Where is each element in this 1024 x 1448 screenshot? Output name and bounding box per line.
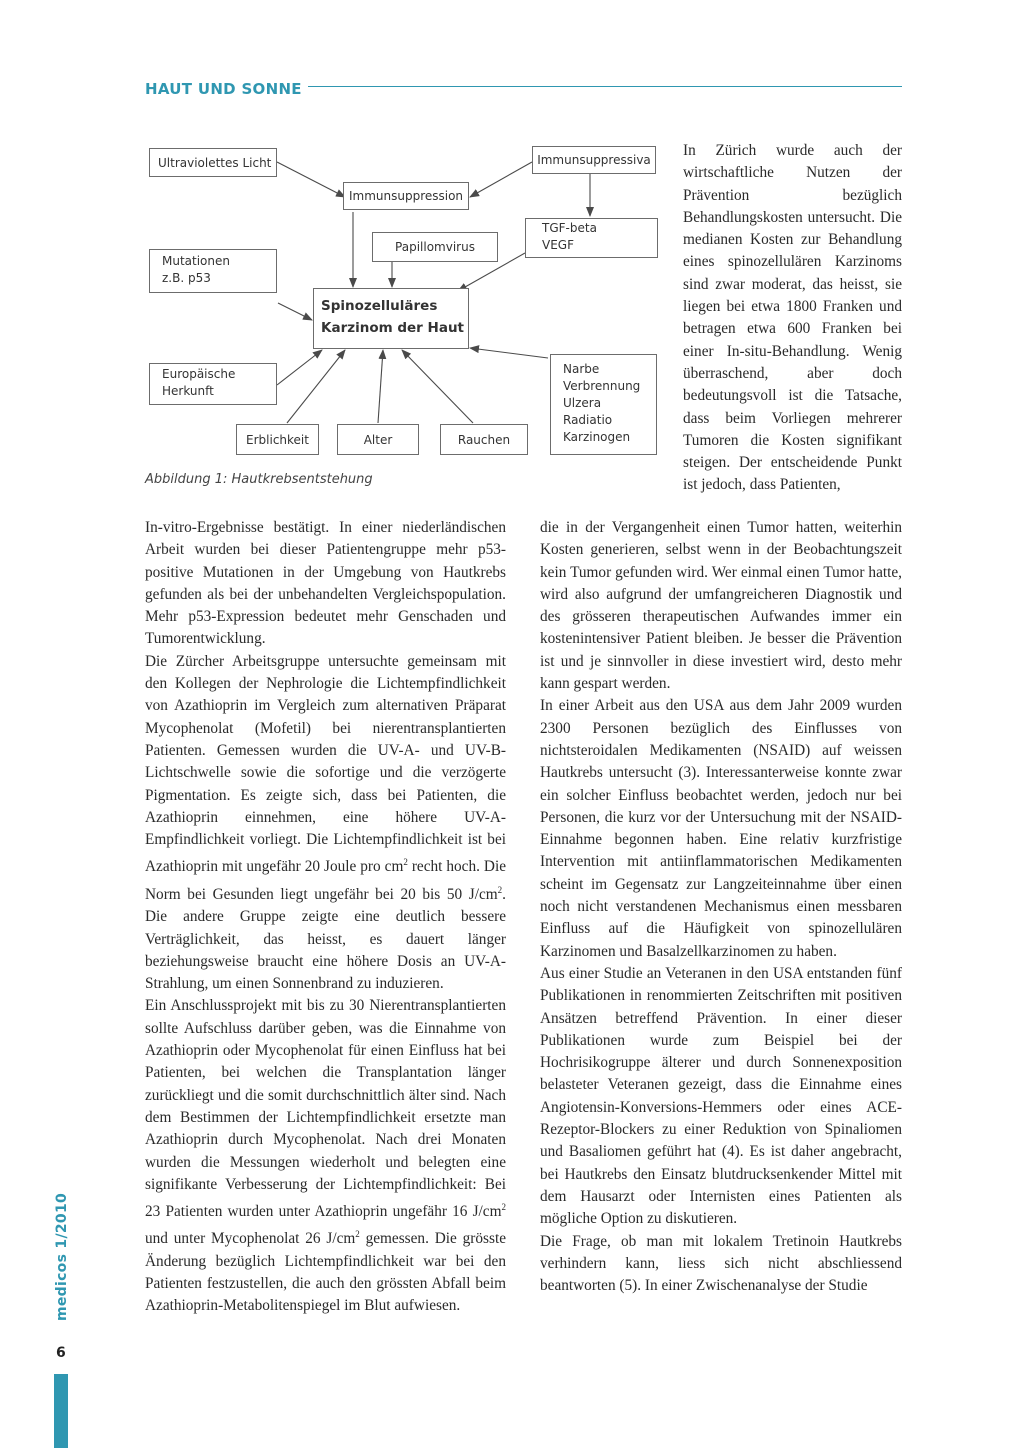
text-run: Ein Anschlussprojekt mit bis zu 30 Nierentransplantierten sollte Aufschluss darüber geben, was die Einnahme von Azathioprin oder Mycophenolat für einen Einfluss hat bei Patienten, bei welchen die Transplantation länger zurückliegt und die somit durchschnittlich älter sind. Nach dem Bestimmen der Lichtempfindlichkeit ersetzte man Azathioprin durch Mycophenolat. Nach drei Monaten wurden die Messungen wiederholt und belegten eine signifikante Verbesserung der Lichtempfindlichkeit: Bei 23 Patienten wurden unter Azathioprin ungefähr 16 J/cm <box>145 997 506 1221</box>
arrow-narbe-main <box>470 348 548 358</box>
box-narbe-line: Ulzera <box>563 396 602 410</box>
left-paragraph-3 <box>145 995 506 1317</box>
superscript: 2 <box>403 857 408 868</box>
left-column <box>145 517 506 1318</box>
box-main-line2: Karzinom der Haut <box>321 320 465 336</box>
box-papillomvirus <box>372 232 498 262</box>
box-tgf <box>525 218 658 258</box>
box-erblichkeit <box>236 424 319 455</box>
right-top-paragraph: In Zürich wurde auch der wirtschaftliche Nutzen der Prävention bezüglich Behandlungskosten untersucht. Die medianen Kosten zur Behandlung eines spinozellulären Karzinoms sind zwar moderat, das heisst, sie liegen bei etwa 1800 Franken und betragen etwa 600 Franken bei einer In-situ-Behandlung. Wenig überraschend, aber doch bedeutungsvoll ist die Tatsache, dass beim Vorliegen mehrerer Tumoren die Kosten signifikant steigen. Der entscheidende Punkt ist jedoch, dass Patienten, <box>683 142 902 494</box>
right-column <box>540 517 902 1297</box>
right-paragraph-1: die in der Vergangenheit einen Tumor hatten, weiterhin Kosten generieren, selbst wenn in der Beobachtungszeit kein Tumor gefunden wird. Wer einmal einen Tumor hatte, wird also aufgrund der umfangreicheren Diagnostik und des grösseren therapeutischen Aufwandes immer ein kostenintensiver Patient bleiben. Je besser die Prävention ist und je sinnvoller in diese investiert wird, desto mehr kann gespart werden. <box>540 519 902 693</box>
box-tgf-line1: TGF-beta <box>542 221 597 235</box>
box-erblichkeit-label: Erblichkeit <box>246 433 309 447</box>
arrow-immunsuppressiva-immunsuppression <box>470 162 532 197</box>
right-paragraph-3: Aus einer Studie an Veteranen in den USA entstanden fünf Publikationen in renommierten Zeitschriften mit positiven Ansätzen betreffend Prävention. In einer dieser Publikationen wurde zum Beispiel bei der Hochrisikogruppe älterer und durch Sonnenexposition belasteter Veteranen gezeigt, dass die Einnahme eines Angiotensin-Konversions-Hemmers oder eines ACE-Rezeptor-Blockers zu einer Reduktion von Spinaliomen und Basaliomen geführt hat (4). Es ist daher angebracht, bei Hautkrebs den Einsatz blutdrucksenkender Mittel mit dem Hausarzt oder Internisten eines Patienten als mögliche Option zu diskutieren. <box>540 964 902 1228</box>
margin-accent-bar <box>54 1374 68 1448</box>
box-mutationen <box>149 249 277 293</box>
box-europa <box>149 363 277 405</box>
box-narbe-line: Verbrennung <box>563 379 641 393</box>
right-paragraph-2: In einer Arbeit aus den USA aus dem Jahr 2009 wurden 2300 Personen bezüglich des Einflusses von nichtsteroidalen Medikamenten (NSAID) auf weissen Hautkrebs untersucht (3). Interessanterweise konnte zwar ein solcher Einfluss beobachtet werden, jedoch nur bei Personen, die kurz vor der Untersuchung mit der NSAID-Einnahme begonnen haben. Eine relativ kurzfristige Intervention mit antiinflammatorischen Medikamenten scheint im Gegensatz zur Langzeiteinnahme über einen noch nicht verstandenen Mechanismus einen messbaren Einfluss auf die Häufigkeit von spinozellulären Karzinomen und Basalzellkarzinomen zu haben. <box>540 697 902 960</box>
journal-label: medicos 1/2010 <box>54 1192 70 1322</box>
superscript: 2 <box>355 1229 360 1240</box>
box-mutationen-line1: Mutationen <box>162 254 230 268</box>
arrow-uv-immunsuppression <box>277 162 345 197</box>
left-paragraph-1: In-vitro-Ergebnisse bestätigt. In einer niederländischen Arbeit wurden bei dieser Patientengruppe mehr p53-positive Mutationen in der Umgebung von Hautkrebs gefunden als bei der unbehandelten Vergleichspopulation. Mehr p53-Expression bedeutet mehr Genschaden und Tumorentwicklung. <box>145 519 506 648</box>
arrow-erblichkeit-main <box>287 350 345 423</box>
arrow-alter-main <box>378 350 383 423</box>
arrow-mutationen-main <box>278 303 312 320</box>
right-paragraph-4: Die Frage, ob man mit lokalem Tretinoin Hautkrebs verhindern kann, liess sich nicht abschliessend beantworten (5). In einer Zwischenanalyse der Studie <box>540 1232 902 1295</box>
text-run: Die Zürcher Arbeitsgruppe untersuchte gemeinsam mit den Kollegen der Nephrologie die Lichtempfindlichkeit von Azathioprin im Vergleich zum alternativen Präparat Mycophenolat (Mofetil) bei nierentransplantierten Patienten. Gemessen wurden die UV-A- und UV-B-Lichtschwelle sowie die sofortige und die verzögerte Pigmentation. Es zeigte sich, dass bei Patienten, die Azathioprin einnehmen, eine höhere UV-A-Empfindlichkeit vorliegt. Die Lichtempfindlichkeit ist bei Azathioprin mit ungefähr 20 Joule pro cm <box>145 652 506 876</box>
section-title: HAUT UND SONNE <box>145 80 302 98</box>
box-narbe-line: Narbe <box>563 362 600 376</box>
box-main-karzinom <box>313 288 469 349</box>
box-immunsuppressiva <box>532 146 656 174</box>
right-top-column <box>683 140 902 497</box>
box-europa-line2: Herkunft <box>162 384 214 398</box>
arrow-rauchen-main <box>402 350 473 423</box>
left-paragraph-2 <box>145 651 506 996</box>
box-narbe-line: Radiatio <box>563 413 613 427</box>
box-papillomvirus-label: Papillomvirus <box>395 240 475 254</box>
box-narbe <box>550 354 657 455</box>
box-alter-label: Alter <box>363 433 393 447</box>
box-rauchen-label: Rauchen <box>457 433 511 447</box>
box-immunsuppression <box>343 182 469 210</box>
box-uv-label: Ultraviolettes Licht <box>158 156 272 170</box>
box-alter <box>337 424 419 455</box>
superscript: 2 <box>501 1202 506 1213</box>
box-narbe-line: Karzinogen <box>563 430 631 444</box>
text-run: und unter Mycophenolat 26 J/cm <box>145 1230 356 1248</box>
header-rule <box>308 86 902 87</box>
box-tgf-line2: VEGF <box>542 238 574 252</box>
box-uv <box>149 148 277 177</box>
box-main-line1: Spinozelluläres <box>321 298 438 314</box>
box-mutationen-line2: z.B. p53 <box>162 271 211 285</box>
text-run: recht hoch. Die Norm bei Gesunden liegt ungefähr bei 20 bis 50 J/cm <box>145 858 506 903</box>
text-run: . Die andere Gruppe zeigte eine deutlich bessere Verträglichkeit, das heisst, es dauert länger beziehungsweise braucht eine höhere Dosis an UV-A-Strahlung, um einen Sonnenbrand zu induzieren. <box>145 885 506 993</box>
page-number: 6 <box>56 1345 66 1361</box>
box-immunsuppression-label: Immunsuppression <box>348 189 464 203</box>
figure-caption: Abbildung 1: Hautkrebsentstehung <box>145 472 373 487</box>
text-run: gemessen. Die grösste Änderung bezüglich Lichtempfindlichkeit war bei den Patienten festzustellen, die auch den grössten Abfall beim Azathioprin-Metabolitenspiegel im Blut aufwiesen. <box>145 1230 506 1315</box>
box-rauchen <box>440 424 528 455</box>
box-immunsuppressiva-label: Immunsuppressiva <box>537 153 651 167</box>
superscript: 2 <box>497 884 503 895</box>
box-europa-line1: Europäische <box>162 367 236 381</box>
arrow-europa-main <box>277 350 322 385</box>
